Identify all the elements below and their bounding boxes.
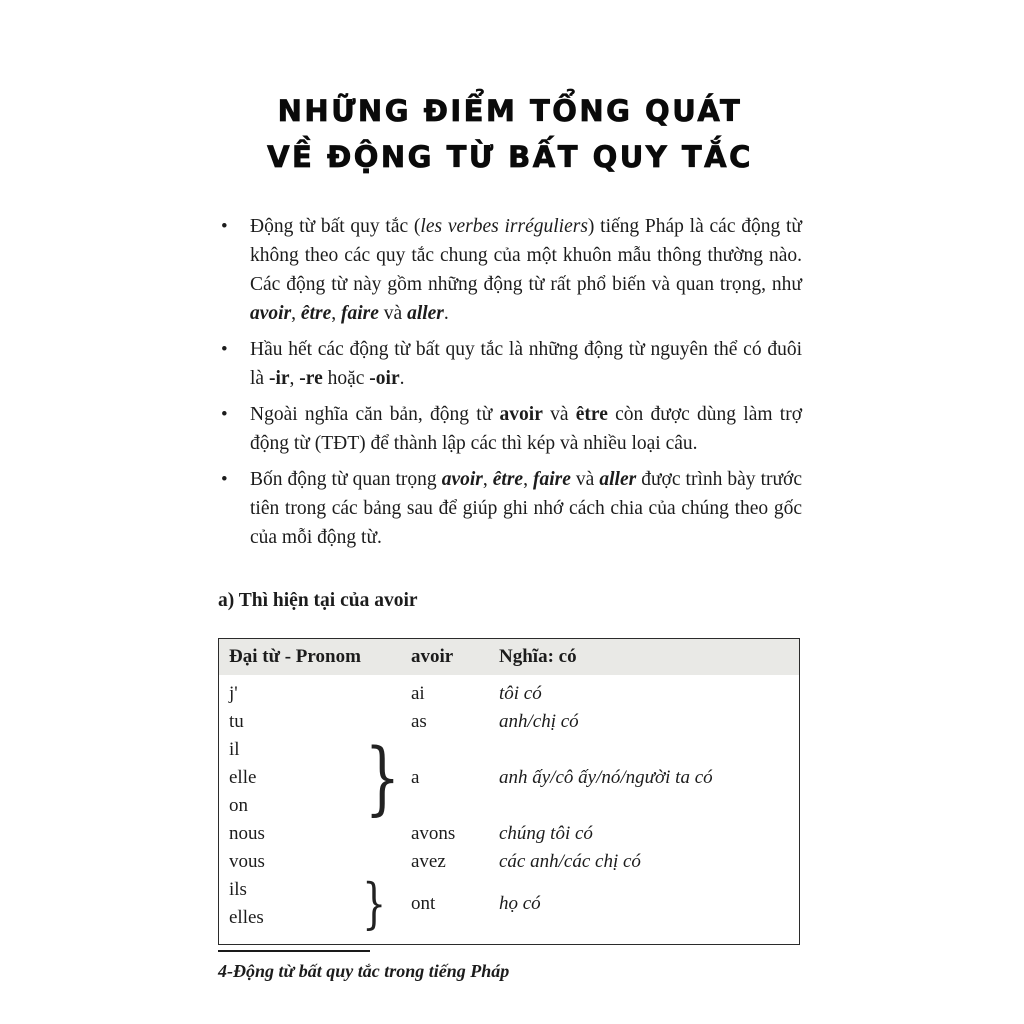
pronoun-stack bbox=[229, 680, 357, 708]
text-segment: faire bbox=[341, 303, 379, 324]
text-segment: -re bbox=[299, 368, 323, 389]
text-segment: ) tiếng Pháp là các động từ không theo các quy tắc chung của một khuôn mẫu thông thường nào. Các động từ này gồm những động từ rất phổ biến và quan trọng, như bbox=[250, 216, 802, 295]
text-segment: être bbox=[575, 404, 608, 425]
meaning-cell: tôi có bbox=[499, 683, 542, 704]
text-segment: , bbox=[291, 303, 301, 324]
table-row bbox=[219, 708, 799, 736]
pronoun-label: nous bbox=[229, 823, 265, 844]
verb-cell: a bbox=[411, 767, 420, 788]
verb-cell: ont bbox=[411, 893, 436, 914]
page-footer bbox=[218, 950, 509, 982]
meaning-cell: các anh/các chị có bbox=[499, 851, 641, 872]
group-brace-icon: } bbox=[362, 872, 387, 936]
meaning-cell: chúng tôi có bbox=[499, 823, 593, 844]
bullet-text bbox=[250, 400, 802, 458]
section-heading: a) Thì hiện tại của avoir bbox=[218, 590, 418, 611]
text-segment: aller bbox=[599, 469, 637, 490]
verb-cell: as bbox=[411, 711, 427, 732]
group-brace-icon: } bbox=[364, 731, 401, 824]
bullet-item bbox=[218, 400, 802, 458]
bullet-text bbox=[250, 465, 802, 552]
pronoun-label: ils bbox=[229, 879, 247, 900]
footer-text: 4-Động từ bất quy tắc trong tiếng Pháp bbox=[218, 961, 510, 981]
header-cell-meaning: Nghĩa: có bbox=[499, 646, 577, 667]
text-segment: , bbox=[289, 368, 300, 389]
table-row bbox=[219, 872, 799, 936]
pronoun-label: on bbox=[229, 795, 248, 816]
bullet-item bbox=[218, 335, 802, 393]
table-row bbox=[219, 731, 799, 824]
pronoun-label: j' bbox=[229, 683, 238, 704]
table-row bbox=[219, 820, 799, 848]
table-row bbox=[219, 680, 799, 708]
header-cell-verb: avoir bbox=[411, 646, 454, 667]
page-title bbox=[218, 88, 802, 180]
pronoun-label: elles bbox=[229, 907, 264, 928]
text-segment: avoir bbox=[441, 469, 483, 490]
footer-rule bbox=[218, 950, 370, 952]
text-segment: les verbes irréguliers bbox=[420, 216, 588, 237]
text-segment: avoir bbox=[499, 404, 543, 425]
pronoun-stack bbox=[229, 848, 357, 876]
pronoun-cell bbox=[229, 872, 411, 936]
bullet-marker: • bbox=[221, 216, 228, 237]
text-segment: avoir bbox=[250, 303, 292, 324]
verb-cell: avons bbox=[411, 823, 456, 844]
text-segment: còn được dùng làm trợ động từ (TĐT) để thành lập các thì kép và nhiều loại câu. bbox=[250, 404, 803, 454]
pronoun-cell bbox=[229, 820, 411, 848]
page-content bbox=[218, 0, 802, 945]
pronoun-stack bbox=[229, 708, 357, 736]
text-segment: được trình bày trước tiên trong các bảng sau để giúp ghi nhớ cách chia của chúng theo gốc của mỗi động từ. bbox=[250, 469, 803, 548]
text-segment: và bbox=[570, 469, 600, 490]
verb-cell: avez bbox=[411, 851, 446, 872]
text-segment: Động từ bất quy tắc ( bbox=[250, 216, 421, 237]
meaning-cell: anh ấy/cô ấy/nó/người ta có bbox=[499, 767, 713, 788]
table-row bbox=[219, 848, 799, 876]
pronoun-stack bbox=[229, 876, 357, 932]
table-header bbox=[219, 639, 799, 675]
header-cell-pronoun: Đại từ - Pronom bbox=[229, 646, 361, 667]
text-segment: -ir bbox=[268, 368, 290, 389]
pronoun-label: tu bbox=[229, 711, 244, 732]
title-line-2: VỀ ĐỘNG TỪ BẤT QUY TẮC bbox=[267, 140, 753, 174]
text-segment: Hầu hết các động từ bất quy tắc là những động từ nguyên thể có đuôi là bbox=[250, 339, 802, 389]
text-segment: và bbox=[542, 404, 576, 425]
pronoun-label: elle bbox=[229, 767, 257, 788]
table-body bbox=[219, 675, 799, 944]
bullet-text bbox=[250, 335, 802, 393]
text-segment: , bbox=[331, 303, 341, 324]
conjugation-table bbox=[218, 638, 800, 945]
text-segment: être bbox=[492, 469, 524, 490]
pronoun-stack bbox=[229, 820, 357, 848]
bullet-marker: • bbox=[221, 469, 228, 490]
bullet-list bbox=[218, 212, 802, 552]
text-segment: hoặc bbox=[322, 368, 370, 389]
bullet-marker: • bbox=[221, 339, 228, 360]
text-segment: . bbox=[443, 303, 449, 324]
text-segment: Bốn động từ quan trọng bbox=[250, 469, 442, 490]
text-segment: être bbox=[300, 303, 332, 324]
text-segment: -oir bbox=[369, 368, 400, 389]
bullet-text bbox=[250, 212, 802, 328]
pronoun-stack bbox=[229, 736, 357, 820]
text-segment: Ngoài nghĩa căn bản, động từ bbox=[250, 404, 500, 425]
pronoun-cell bbox=[229, 680, 411, 708]
text-segment: faire bbox=[533, 469, 571, 490]
bullet-marker: • bbox=[221, 404, 228, 425]
text-segment: aller bbox=[407, 303, 444, 324]
verb-cell: ai bbox=[411, 683, 425, 704]
meaning-cell: họ có bbox=[499, 893, 541, 914]
text-segment: và bbox=[378, 303, 408, 324]
pronoun-label: il bbox=[229, 739, 240, 760]
bullet-item bbox=[218, 465, 802, 552]
text-segment: . bbox=[399, 368, 405, 389]
meaning-cell: anh/chị có bbox=[499, 711, 579, 732]
text-segment: , bbox=[523, 469, 533, 490]
bullet-item bbox=[218, 212, 802, 328]
pronoun-cell bbox=[229, 731, 411, 824]
title-line-1: NHỮNG ĐIỂM TỔNG QUÁT bbox=[277, 94, 743, 128]
pronoun-label: vous bbox=[229, 851, 265, 872]
text-segment: , bbox=[482, 469, 493, 490]
